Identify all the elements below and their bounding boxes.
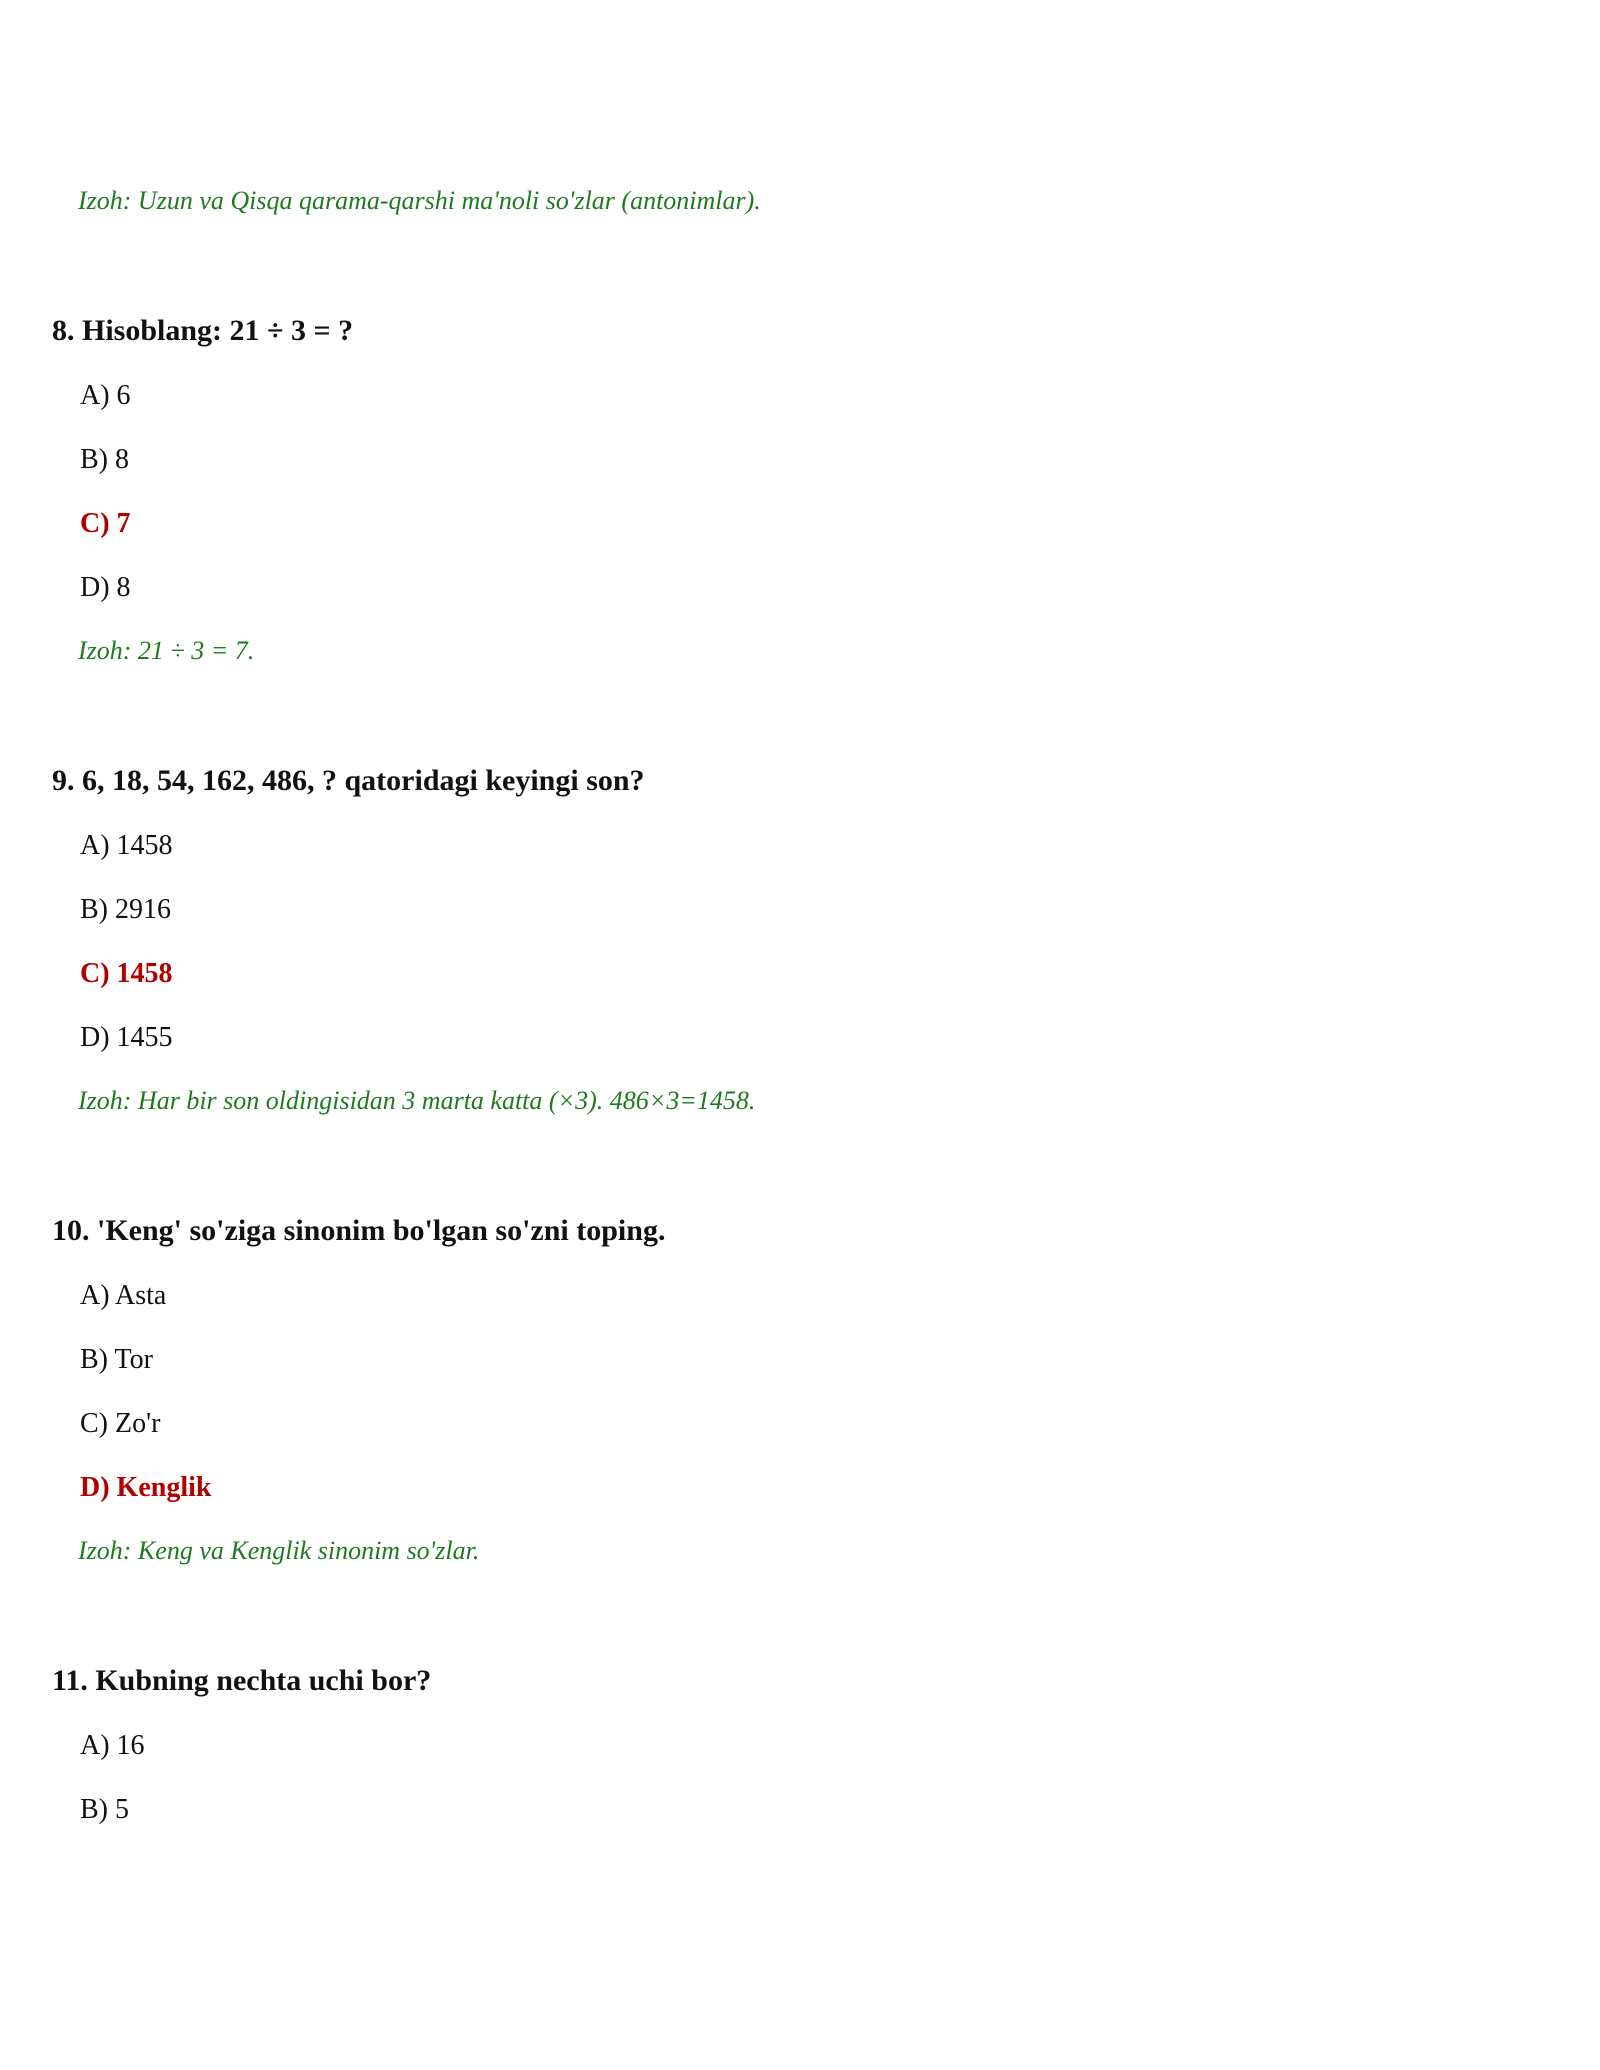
q11-option-b: B) 5 [80,1794,129,1825]
question-11-title: 11. Kubning nechta uchi bor? [52,1664,432,1697]
q10-option-d-correct: D) Kenglik [80,1472,212,1503]
q9-option-a: A) 1458 [80,830,173,861]
note-q7: Izoh: Uzun va Qisqa qarama-qarshi ma'noli so'zlar (antonimlar). [78,186,761,215]
question-10-title: 10. 'Keng' so'ziga sinonim bo'lgan so'zni toping. [52,1214,666,1247]
q11-option-a: A) 16 [80,1730,145,1761]
note-q9: Izoh: Har bir son oldingisidan 3 marta katta (×3). 486×3=1458. [78,1086,756,1115]
q9-option-d: D) 1455 [80,1022,173,1053]
q9-option-b: B) 2916 [80,894,171,925]
q8-option-b: B) 8 [80,444,129,475]
note-q8: Izoh: 21 ÷ 3 = 7. [78,636,255,665]
q10-option-b: B) Tor [80,1344,153,1375]
q10-option-a: A) Asta [80,1280,167,1311]
question-9-title: 9. 6, 18, 54, 162, 486, ? qatoridagi keyingi son? [52,764,645,797]
q8-option-c-correct: C) 7 [80,508,131,539]
note-q10: Izoh: Keng va Kenglik sinonim so'zlar. [78,1536,480,1565]
question-8-title: 8. Hisoblang: 21 ÷ 3 = ? [52,314,354,347]
q8-option-d: D) 8 [80,572,131,603]
q9-option-c-correct: C) 1458 [80,958,173,989]
q10-option-c: C) Zo'r [80,1408,161,1439]
q8-option-a: A) 6 [80,380,131,411]
